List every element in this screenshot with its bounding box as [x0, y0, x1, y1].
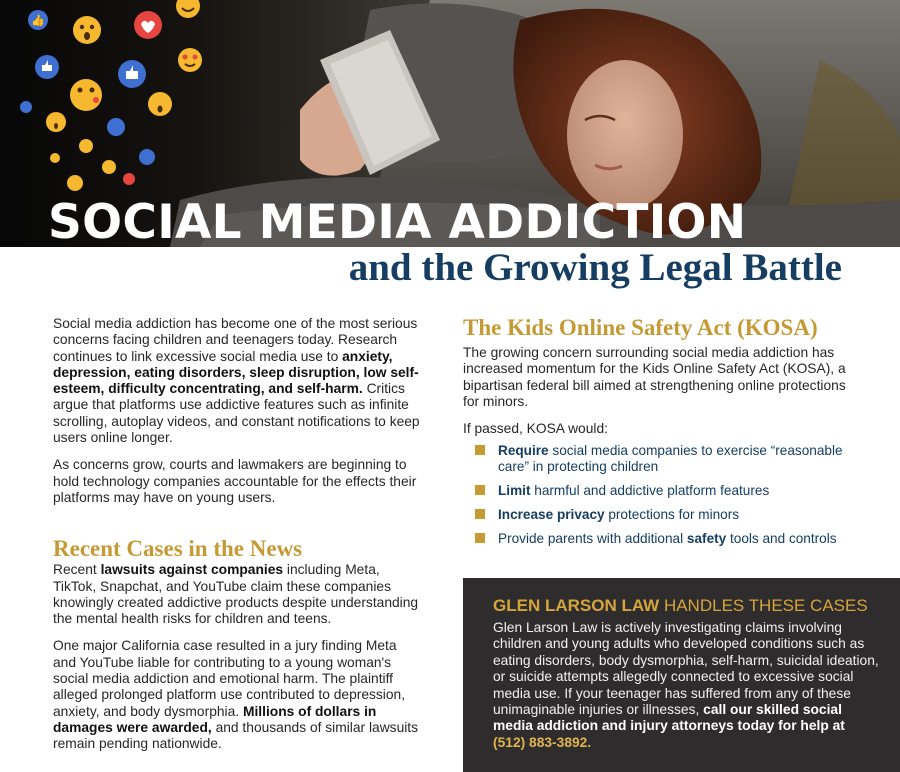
conditions-list: anxiety, depression, eating disorders, sleep disruption, low self-esteem, difficulty concentrating, and self-harm.	[53, 348, 419, 397]
square-bullet-icon	[475, 533, 485, 543]
love-eyes-emoji-icon	[178, 48, 202, 72]
page-title: SOCIAL MEDIA ADDICTION	[48, 195, 747, 250]
firm-name: GLEN LARSON LAW	[493, 596, 660, 615]
kosa-provisions-list	[475, 443, 863, 546]
kiss-emoji-icon	[70, 79, 102, 111]
recent-paragraph-2: One major California case resulted in a jury finding Meta and YouTube liable for contributing to a young woman's social media addiction and emotional harm. The plaintiff alleged prolonged platform use contributed to depression, anxiety, and body dysmorphia. Millions of dollars in damages were awarded, and thousands of similar lawsuits remain pending nationwide.	[53, 638, 419, 752]
square-bullet-icon	[475, 445, 485, 455]
laughing-emoji-icon	[79, 139, 93, 153]
surprised-emoji-icon	[46, 112, 66, 132]
kosa-would-label: If passed, KOSA would:	[463, 421, 608, 437]
like-icon	[28, 10, 48, 30]
like-icon	[118, 60, 146, 88]
recent-paragraph-1: Recent lawsuits against companies including Meta, TikTok, Snapchat, and YouTube claim these companies knowingly created addictive products despite understanding the mental health risks for children and teens.	[53, 562, 419, 627]
heart-icon	[134, 11, 162, 39]
right-column	[463, 314, 863, 555]
firm-heading: GLEN LARSON LAW HANDLES THESE CASES	[493, 596, 868, 615]
firm-description: Glen Larson Law is actively investigating claims involving children and young adults who developed conditions such as eating disorders, body dysmorphia, self-harm, suicidal ideation, or suicide attempts allegedly connected to excessive social media use. If your teenager has suffered from any of these unimaginable injuries or illnesses, call our skilled social media addiction and injury attorneys today for help at (512) 883-3892.	[493, 620, 879, 750]
reaction-icons-cluster	[0, 0, 230, 200]
phone-number[interactable]: (512) 883-3892.	[493, 734, 592, 750]
list-item: Provide parents with additional safety tools and controls	[475, 531, 863, 546]
firm-callout-box	[463, 578, 900, 772]
heart-icon	[123, 173, 135, 185]
list-item: Increase privacy protections for minors	[475, 507, 863, 522]
left-column	[53, 316, 423, 753]
list-item: Require social media companies to exercise “reasonable care” in protecting children	[475, 443, 863, 474]
call-to-action: call our skilled social media addiction and injury attorneys today for help at	[493, 702, 845, 734]
list-item: Limit harmful and addictive platform features	[475, 483, 863, 498]
svg-text:👍: 👍	[31, 15, 45, 27]
kosa-heading: The Kids Online Safety Act (KOSA)	[463, 315, 818, 340]
intro-paragraph-2: As concerns grow, courts and lawmakers are beginning to hold technology companies accountable for the effects their platforms may have on young users.	[53, 457, 417, 505]
surprised-emoji-icon	[73, 16, 101, 44]
square-bullet-icon	[475, 485, 485, 495]
laughing-emoji-icon	[67, 175, 83, 191]
intro-paragraph-1: Social media addiction has become one of the most serious concerns facing children and teenagers today. Research continues to link excessive social media use to anxiety, depression, eating disorders, sleep disruption, low self-esteem, difficulty concentrating, and self-harm. Critics argue that platforms use addictive features such as infinite scrolling, autoplay videos, and constant notifications to keep users online longer.	[53, 316, 420, 446]
surprised-emoji-icon	[148, 92, 172, 116]
recent-cases-heading: Recent Cases in the News	[53, 536, 303, 562]
like-icon	[35, 55, 59, 79]
kosa-intro-paragraph: The growing concern surrounding social media addiction has increased momentum for the Kids Online Safety Act (KOSA), a bipartisan federal bill aimed at strengthening online protections for minors.	[463, 345, 846, 409]
like-icon	[107, 118, 125, 136]
page-subtitle: and the Growing Legal Battle	[348, 246, 842, 289]
kiss-emoji-icon	[50, 153, 60, 163]
laughing-emoji-icon	[176, 0, 200, 18]
surprised-emoji-icon	[102, 160, 116, 174]
like-icon	[20, 101, 32, 113]
square-bullet-icon	[475, 509, 485, 519]
like-icon	[139, 149, 155, 165]
